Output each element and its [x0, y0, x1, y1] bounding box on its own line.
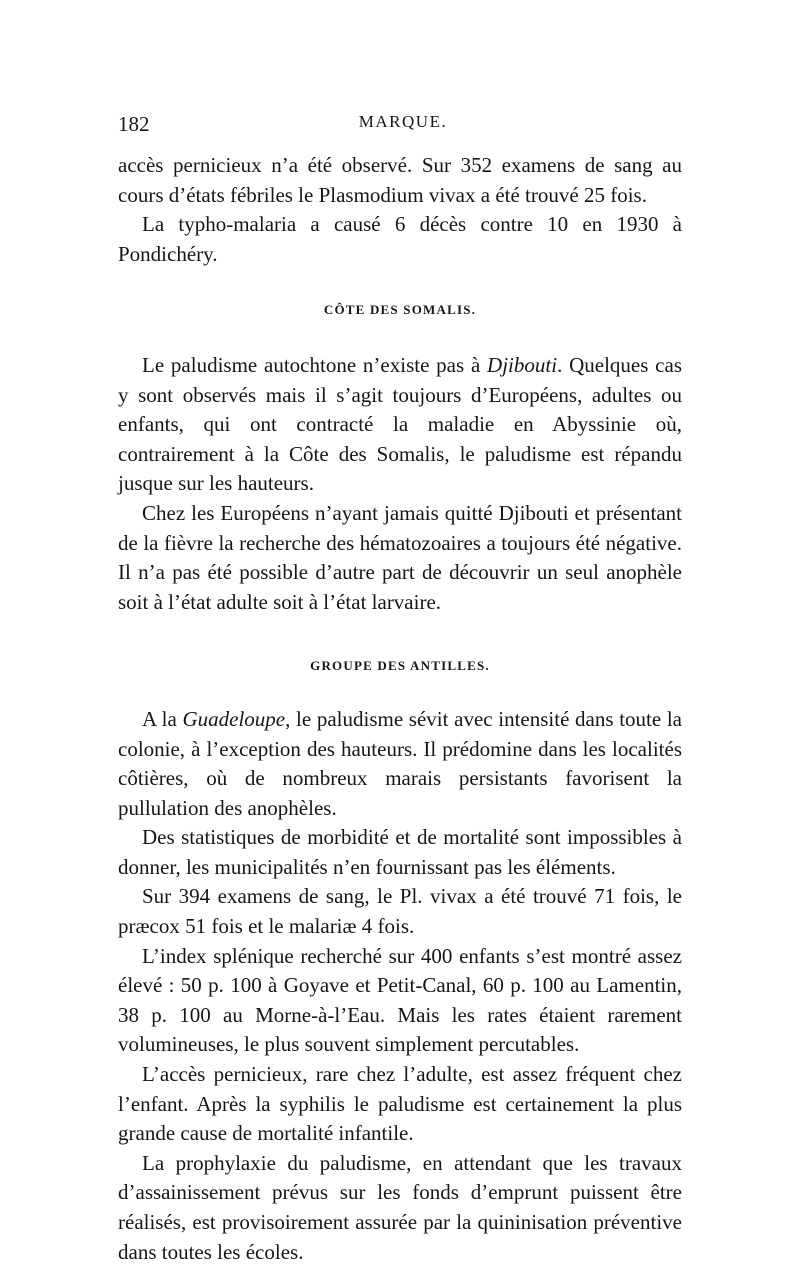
paragraph-europeens: Chez les Européens n’ayant jamais quitté Djibouti et présentant de la fièvre la recherche des hématozoaires a toujours été négative. Il n’a pas été possible d’autre part de découvrir un seul anophèle soit à l’état adulte soit à l’état larvaire. [118, 500, 682, 614]
section-heading-antilles: GROUPE DES ANTILLES. [310, 658, 490, 674]
paragraph-prophylaxie: La prophylaxie du paludisme, en attendant que les travaux d’assainissement prévus sur les fonds d’emprunt puissent être réalisés, est provisoirement assurée par la quininisation préventive dans toutes les écoles. [118, 1150, 682, 1264]
place-name-djibouti: Djibouti [487, 352, 558, 377]
page-number: 182 [118, 112, 150, 136]
paragraph-intro: accès pernicieux n’a été observé. Sur 352 examens de sang au cours d’états fébriles le Plasmodium vivax a été trouvé 25 fois. [118, 153, 682, 207]
paragraph-djibouti-rest: . Quelques cas y sont observés mais il s’agit toujours d’Européens, adultes ou enfants, qui ont contracté la maladie en Abyssinie où, contrairement à la Côte des Somalis, le paludisme est répandu jusque sur les hauteurs. [118, 352, 682, 496]
page-header [118, 112, 688, 142]
paragraph-djibouti [118, 351, 682, 499]
running-title: MARQUE. [358, 112, 448, 131]
paragraph-djibouti-start: Le paludisme autochtone n’existe pas à [142, 352, 488, 377]
section-heading-somalis: CÔTE DES SOMALIS. [323, 302, 477, 318]
paragraph-guadeloupe [118, 705, 682, 823]
paragraph-guadeloupe-rest: , le paludisme sévit avec intensité dans toute la colonie, à l’exception des hauteurs. Il prédomine dans les localités côtières, où de nombreux marais persistants favorisent la pullulation des anophèles. [118, 706, 682, 820]
paragraph-examens: Sur 394 examens de sang, le Pl. vivax a été trouvé 71 fois, le præcox 51 fois et le malariæ 4 fois. [118, 884, 682, 939]
paragraph-statistiques: Des statistiques de morbidité et de mortalité sont impossibles à donner, les municipalités n’en fournissant pas les éléments. [118, 825, 682, 879]
paragraph-index-splenique: L’index splénique recherché sur 400 enfants s’est montré assez élevé : 50 p. 100 à Goyave et Petit-Canal, 60 p. 100 au Lamentin, 38 p. 100 au Morne-à-l’Eau. Mais les rates étaient rarement volumineuses, le plus souvent simplement percutables. [118, 943, 682, 1057]
paragraph-guadeloupe-start: A la [142, 706, 183, 731]
body-text [118, 151, 682, 1267]
paragraph-typho-malaria: La typho-malaria a causé 6 décès contre 10 en 1930 à Pondichéry. [118, 212, 682, 266]
place-name-guadeloupe: Guadeloupe [182, 706, 286, 731]
paragraph-acces-pernicieux: L’accès pernicieux, rare chez l’adulte, est assez fréquent chez l’enfant. Après la syphilis le paludisme est certainement la plus grande cause de mortalité infantile. [118, 1062, 682, 1146]
